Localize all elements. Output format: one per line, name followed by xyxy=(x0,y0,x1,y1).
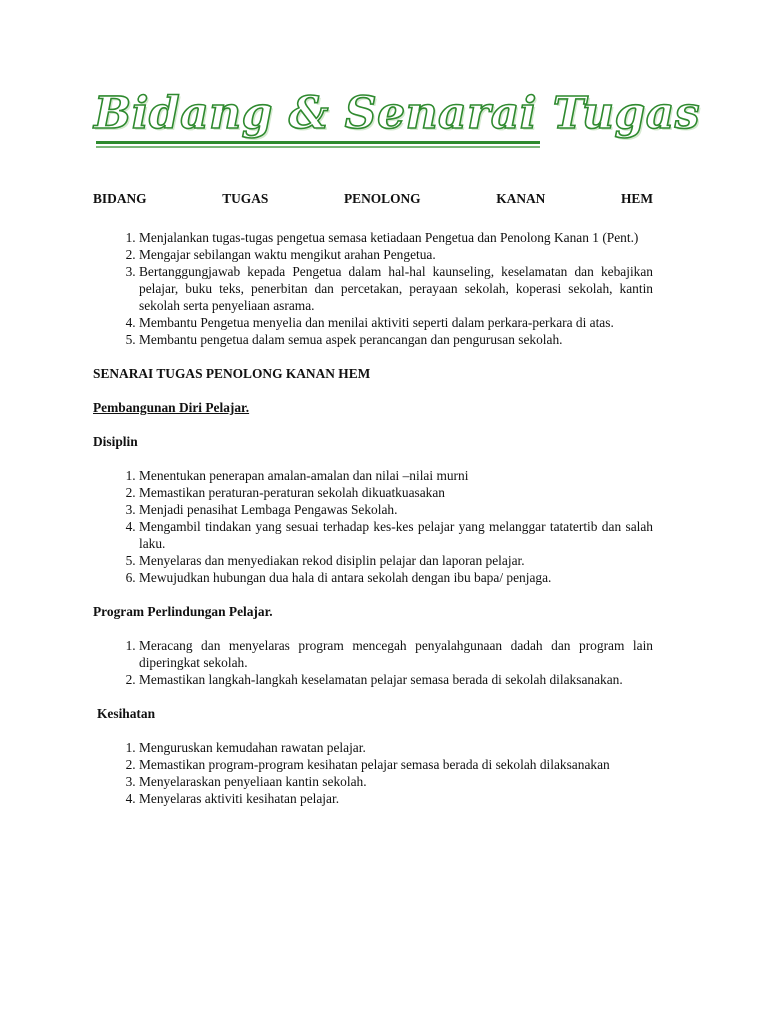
list-item: 3. Menyelaraskan penyeliaan kantin sekolah. xyxy=(139,773,653,790)
list-item: 2. Memastikan langkah-langkah keselamatan pelajar semasa berada di sekolah dilaksanakan. xyxy=(139,671,653,688)
disiplin-list xyxy=(93,467,653,586)
perlindungan-list xyxy=(93,637,653,688)
list-item: 4. Membantu Pengetua menyelia dan menilai aktiviti seperti dalam perkara-perkara di atas. xyxy=(139,314,653,331)
list-item: 4. Mengambil tindakan yang sesuai terhadap kes-kes pelajar yang melanggar tatatertib dan salah laku. xyxy=(139,518,653,552)
list-item: 2. Mengajar sebilangan waktu mengikut arahan Pengetua. xyxy=(139,246,653,263)
list-item: 5. Menyelaras dan menyediakan rekod disiplin pelajar dan laporan pelajar. xyxy=(139,552,653,569)
page-title: Bidang & Senarai Tugas xyxy=(94,88,701,139)
perlindungan-heading: Program Perlindungan Pelajar. xyxy=(93,604,273,619)
list-item: 2. Memastikan program-program kesihatan pelajar semasa berada di sekolah dilaksanakan xyxy=(139,756,653,773)
list-item: 1. Menentukan penerapan amalan-amalan dan nilai –nilai murni xyxy=(139,467,653,484)
kesihatan-heading: Kesihatan xyxy=(97,706,156,721)
heading-word: HEM xyxy=(620,191,653,206)
kesihatan-list xyxy=(93,739,653,807)
list-item: 4. Menyelaras aktiviti kesihatan pelajar. xyxy=(139,790,653,807)
pembangunan-heading: Pembangunan Diri Pelajar. xyxy=(93,400,250,415)
list-item: 5. Membantu pengetua dalam semua aspek perancangan dan pengurusan sekolah. xyxy=(139,331,653,348)
document-body xyxy=(93,190,653,807)
disiplin-heading: Disiplin xyxy=(93,434,138,449)
heading-word: PENOLONG xyxy=(343,191,421,206)
list-item: 3. Bertanggungjawab kepada Pengetua dalam hal-hal kaunseling, keselamatan dan kebajikan pelajar, buku teks, penerbitan dan percetakan, perayaan sekolah, koperasi sekolah, kantin sekolah serta penyeliaan asrama. xyxy=(139,263,653,314)
heading-word: KANAN xyxy=(496,191,546,206)
senarai-heading: SENARAI TUGAS PENOLONG KANAN HEM xyxy=(93,366,371,381)
heading-word: TUGAS xyxy=(222,191,269,206)
bidang-list xyxy=(93,229,653,348)
list-item: 2. Memastikan peraturan-peraturan sekolah dikuatkuasakan xyxy=(139,484,653,501)
heading-word: BIDANG xyxy=(93,191,147,206)
list-item: 6. Mewujudkan hubungan dua hala di antara sekolah dengan ibu bapa/ penjaga. xyxy=(139,569,653,586)
list-item: 1. Menguruskan kemudahan rawatan pelajar. xyxy=(139,739,653,756)
title-banner xyxy=(92,84,701,154)
bidang-heading xyxy=(93,190,653,207)
list-item: 3. Menjadi penasihat Lembaga Pengawas Sekolah. xyxy=(139,501,653,518)
list-item: 1. Menjalankan tugas-tugas pengetua semasa ketiadaan Pengetua dan Penolong Kanan 1 (Pent.) xyxy=(139,229,653,246)
title-underline-shadow xyxy=(96,146,540,148)
list-item: 1. Meracang dan menyelaras program mencegah penyalahgunaan dadah dan program lain diperingkat sekolah. xyxy=(139,637,653,671)
title-underline xyxy=(96,141,540,144)
